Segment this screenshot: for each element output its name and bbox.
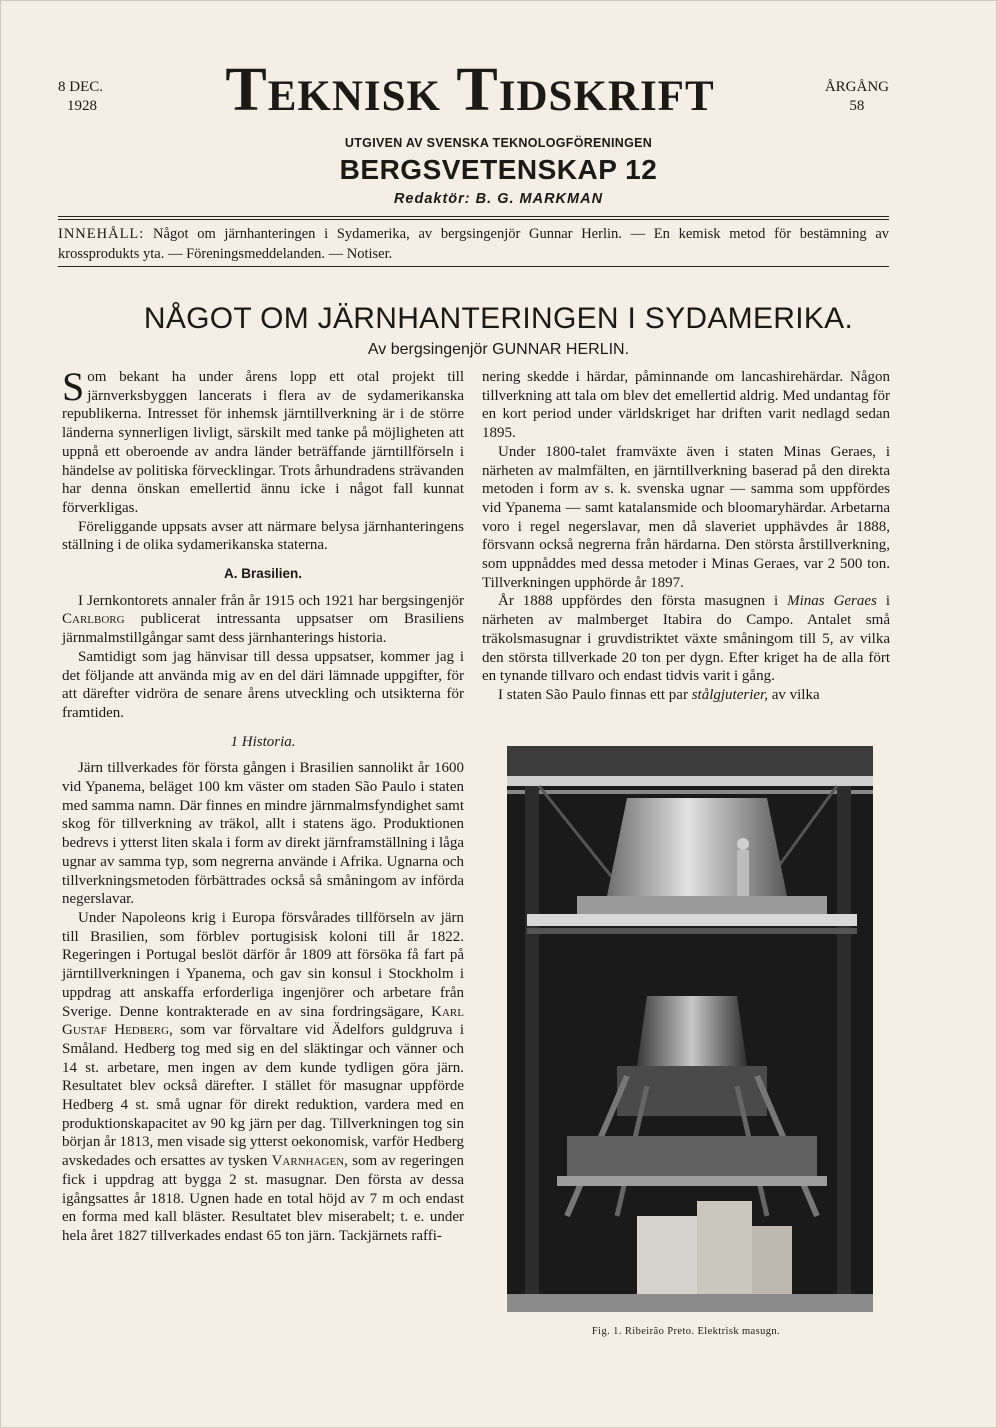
volume-number: 58 xyxy=(849,98,865,114)
paragraph-text: av vilka xyxy=(771,686,820,703)
bottom-rule xyxy=(58,266,889,267)
publisher-line: UTGIVEN AV SVENSKA TEKNOLOGFÖRENINGEN xyxy=(344,136,653,150)
person-name: Varnhagen xyxy=(271,1153,345,1170)
person-name: Karl Gustaf Hedberg xyxy=(62,1003,464,1039)
paragraph: Järn tillverkades för första gången i Brasilien sannolikt år 1600 vid Ypanema, beläget 100 km väster om staden São Paulo i staten med samma namn. Där finnes en mindre järnmalmsfyndighet samt skog för tillverkning av träkol, allt i statens ägo. Produktionen bedrevs i ytterst liten skala i form av direkt järnframställning i låga ugnar av samma typ, som negrerna använde i Afrika. Ugnarna och tillverkningsmetoden förbättrades också så småningom av införda negerslavar. xyxy=(62,760,464,908)
paragraph: Föreliggande uppsats avser att närmare belysa järnhanteringens ställning i de olika sydamerikanska staterna. xyxy=(62,518,464,554)
left-column xyxy=(62,364,465,1246)
right-column xyxy=(482,368,890,705)
paragraph xyxy=(62,909,464,1246)
paragraph xyxy=(62,364,464,518)
section-heading: 1 Historia. xyxy=(230,733,296,750)
paragraph-text: i närheten av malmberget Itabira do Campo. Antalet små träkolsmasugnar i gruvdistriktet växte småningom till 5, av vilka den största tillverkade 20 ton per dygn. Efter kriget ha de alla fört en tynande tillvaro och endast tidvis varit i gång. xyxy=(482,593,891,685)
author-name: Carlborg xyxy=(62,611,125,628)
paragraph: nering skedde i härdar, påminnande om lancashirehärdar. Någon tillverkning att tala om blev det emellertid aldrig. Med undantag för en kort period under världskriget har driften varit nedlagd sedan 1895. xyxy=(482,369,890,442)
drop-cap: S xyxy=(62,364,85,409)
editor-line: Redaktör: B. G. MARKMAN xyxy=(393,191,604,207)
section-heading: A. Brasilien. xyxy=(223,566,303,582)
paragraph-text: om bekant ha under årens lopp ett otal projekt till järnverksbyggen lancerats i flera av de sydamerikanska republikerna. Intresset för inhemsk järntillverkning är i de större länderna synnerligen livligt, särskilt med tanke på möjligheten att uppnå ett oberoende av andra länder beträffande järntillförseln i händelse av politiska förvecklingar. Trots århundradens strävanden har denna önskan emellertid ännu icke i något fall kunnat förverkligas. xyxy=(62,369,464,516)
paragraph: Under 1800-talet framväxte även i staten Minas Geraes, i närheten av malmfälten, en järntillverkning baserad på den direkta metoden i form av s. k. svenska ugnar — samma som uppfördes vid Ypanema — samt katalansmide och bloomaryhärdar. Arbetarna voro i regel negerslavar, men då slaveriet upphävdes år 1888, försvann också negrerna från härdarna. Den största årstillverkning, som uppnåddes med dessa metoder i Minas Geraes, var 2 500 ton. Tillverkningen upphörde år 1897. xyxy=(482,443,890,591)
paragraph-text: I Jernkontorets annaler från år 1915 och 1921 har bergsingenjör xyxy=(78,592,464,609)
paragraph-text: I staten São Paulo finnas ett par xyxy=(498,686,688,703)
issue-year: 1928 xyxy=(67,98,97,114)
paragraph-text: publicerat intressanta uppsatser om Brasiliens järnmalmstillgångar samt dess järnhanterings historia. xyxy=(62,611,465,647)
volume-label: ÅRGÅNG xyxy=(824,79,889,95)
paragraph xyxy=(482,592,890,686)
paragraph-text: , som av regeringen fick i uppdrag att bygga 2 st. masugnar. Den första av dessa igångsattes år 1818. Ugnen hade en total höjd av 7 m och endast en forma med kall bläster. Resultatet blev miserabelt; t. e. under hela året 1827 tillverkades endast 65 ton järn. Tackjärnets raffi- xyxy=(62,1153,464,1244)
term: stålgjuterier, xyxy=(691,686,768,703)
section-title: BERGSVETENSKAP 12 xyxy=(339,154,658,185)
toc-label: INNEHÅLL: xyxy=(58,226,145,242)
furnace-photo xyxy=(507,746,873,1312)
paragraph-text: , som var förvaltare vid Ädelfors guldgruva i Småland. Hedberg tog med sig en del släktingar och vänner och 14 st. arbetare, men ingen av dem kunde tydligen göra järn. Resultatet blev också därefter. I stället för masugnar uppförde Hedberg 4 st. små ugnar för direkt reduktion, vardera med en produktionskapacitet av 90 kg järn per dag. Tillverkningen tog sin början år 1813, men visade sig ytterst oekonomisk, varför Hedberg avskedades och ersattes av tysken xyxy=(62,1022,464,1170)
paragraph-text: År 1888 uppfördes den första masugnen i xyxy=(498,593,779,610)
furnace-photo-illustration xyxy=(507,746,873,1312)
issue-day: 8 DEC. xyxy=(58,79,103,95)
journal-title: Teknisk Tidskrift xyxy=(225,56,715,124)
top-rule-2 xyxy=(58,219,889,220)
table-of-contents xyxy=(58,224,889,264)
figure-caption: Fig. 1. Ribeirão Preto. Elektrisk masugn. xyxy=(591,1326,781,1337)
article-title: NÅGOT OM JÄRNHANTERINGEN I SYDAMERIKA. xyxy=(143,302,854,335)
top-rule xyxy=(58,216,889,217)
paragraph xyxy=(482,686,890,705)
volume xyxy=(825,78,889,116)
place-name: Minas Geraes xyxy=(787,593,877,610)
paragraph xyxy=(62,592,464,648)
article-byline: Av bergsingenjör GUNNAR HERLIN. xyxy=(367,341,630,358)
paragraph: Samtidigt som jag hänvisar till dessa uppsatser, kommer jag i det följande att använda mig av en del däri lämnade uppgifter, för att därefter vidröra de senare årens utveckling och utsikterna för framtiden. xyxy=(62,648,464,721)
issue-date xyxy=(58,78,103,116)
paragraph-text: Under Napoleons krig i Europa försvårades tillförseln av järn till Brasilien, som förblev portugisisk koloni till år 1822. Regeringen i Portugal beslöt därför år 1809 att försöka få fart på järntillverkningen i Ypanema, och gav sin konsul i Stockholm i uppdrag att anskaffa erforderliga ingenjörer och arbetare från Sverige. Denne kontrakterade en av sina fordringsägare, xyxy=(62,909,464,1020)
toc-text: Något om järnhanteringen i Sydamerika, av bergsingenjör Gunnar Herlin. — En kemisk metod för bestämning av krossprodukts yta. — Föreningsmeddelanden. — Notiser. xyxy=(58,226,889,262)
